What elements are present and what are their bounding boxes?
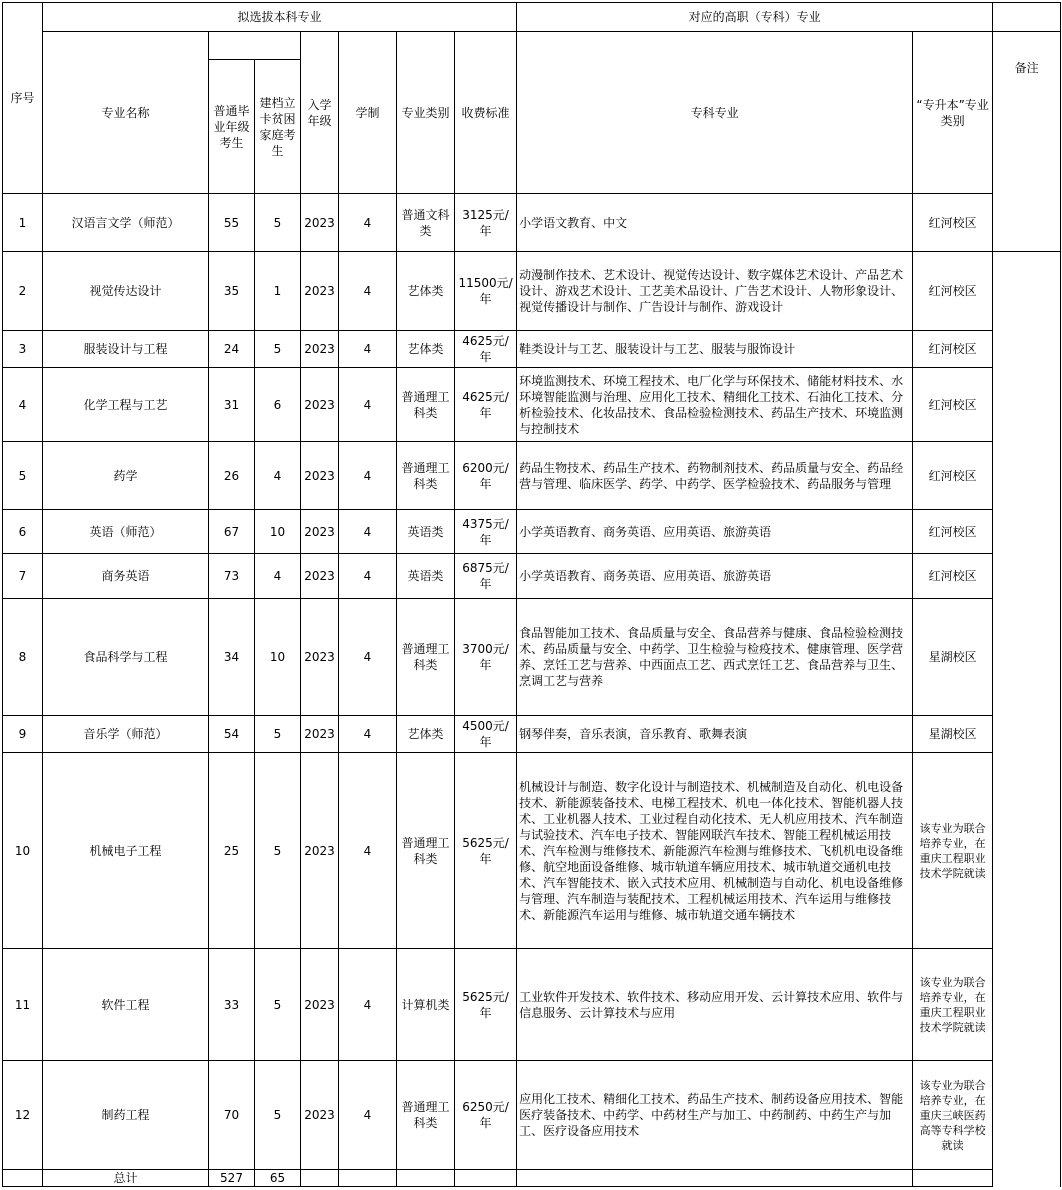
college-majors-cell: 应用化工技术、精细化工技术、药品生产技术、制药设备应用技术、智能医疗装备技术、中药学、中药材生产与加工、中药制药、中药生产与加工、医疗设备应用技术 <box>517 1061 913 1170</box>
enroll-year-cell: 2023 <box>301 599 339 716</box>
admission-table <box>2 2 1061 1187</box>
seq-cell: 2 <box>3 252 43 331</box>
major-name-cell: 食品科学与工程 <box>43 599 209 716</box>
category-cell: 艺体类 <box>397 716 455 753</box>
duration-cell: 4 <box>339 554 397 599</box>
major-name-cell: 制药工程 <box>43 1061 209 1170</box>
seq-cell: 7 <box>3 554 43 599</box>
header-fee: 收费标准 <box>455 32 517 194</box>
category-cell: 英语类 <box>397 510 455 554</box>
table-row <box>3 442 1061 510</box>
header-seq: 序号 <box>3 3 43 194</box>
poverty-count-cell: 10 <box>255 599 301 716</box>
category-cell: 艺体类 <box>397 331 455 368</box>
poverty-count-cell: 5 <box>255 716 301 753</box>
campus-cell: 星湖校区 <box>913 716 993 753</box>
fee-cell: 4500元/年 <box>455 716 517 753</box>
college-majors-cell: 鞋类设计与工艺、服装设计与工艺、服装与服饰设计 <box>517 331 913 368</box>
poverty-count-cell: 5 <box>255 331 301 368</box>
regular-count-cell: 73 <box>209 554 255 599</box>
poverty-count-cell: 5 <box>255 194 301 252</box>
campus-cell: 红河校区 <box>913 510 993 554</box>
major-name-cell: 视觉传达设计 <box>43 252 209 331</box>
table-row <box>3 554 1061 599</box>
duration-cell: 4 <box>339 599 397 716</box>
fee-cell: 6200元/年 <box>455 442 517 510</box>
major-name-cell: 服装设计与工程 <box>43 331 209 368</box>
duration-cell: 4 <box>339 331 397 368</box>
seq-cell: 1 <box>3 194 43 252</box>
major-name-cell: 机械电子工程 <box>43 753 209 949</box>
poverty-count-cell: 5 <box>255 1061 301 1170</box>
enroll-year-cell: 2023 <box>301 510 339 554</box>
college-majors-cell: 药品生物技术、药品生产技术、药物制剂技术、药品质量与安全、药品经营与管理、临床医学、药学、中药学、医学检验技术、药品服务与管理 <box>517 442 913 510</box>
campus-cell: 红河校区 <box>913 442 993 510</box>
enroll-year-cell: 2023 <box>301 331 339 368</box>
regular-count-cell: 25 <box>209 753 255 949</box>
college-majors-cell: 小学英语教育、商务英语、应用英语、旅游英语 <box>517 554 913 599</box>
fee-cell: 11500元/年 <box>455 252 517 331</box>
seq-cell: 11 <box>3 949 43 1061</box>
major-name-cell: 汉语言文学（师范） <box>43 194 209 252</box>
table-row <box>3 331 1061 368</box>
category-cell: 计算机类 <box>397 949 455 1061</box>
enroll-year-cell: 2023 <box>301 554 339 599</box>
header-group-college: 对应的高职（专科）专业 <box>517 3 993 32</box>
category-cell: 普通理工科类 <box>397 599 455 716</box>
regular-count-cell: 55 <box>209 194 255 252</box>
total-blank <box>3 1170 43 1187</box>
seq-cell: 4 <box>3 368 43 442</box>
table-row <box>3 510 1061 554</box>
major-name-cell: 英语（师范） <box>43 510 209 554</box>
header-group-bachelor: 拟选拔本科专业 <box>43 3 517 32</box>
poverty-count-cell: 10 <box>255 510 301 554</box>
campus-cell: 红河校区 <box>913 554 993 599</box>
college-majors-cell: 环境监测技术、环境工程技术、电厂化学与环保技术、储能材料技术、水环境智能监测与治理、应用化工技术、精细化工技术、石油化工技术、分析检验技术、化妆品技术、食品检验检测技术、药品生产技术、环境监测与控制技术 <box>517 368 913 442</box>
table-row <box>3 368 1061 442</box>
total-blank <box>913 1170 993 1187</box>
fee-cell: 5625元/年 <box>455 753 517 949</box>
seq-cell: 3 <box>3 331 43 368</box>
duration-cell: 4 <box>339 753 397 949</box>
header-regular-grad: 普通毕业年级考生 <box>209 60 255 194</box>
header-remark: 备注 <box>993 32 1061 252</box>
major-name-cell: 药学 <box>43 442 209 510</box>
fee-cell: 6875元/年 <box>455 554 517 599</box>
major-name-cell: 化学工程与工艺 <box>43 368 209 442</box>
college-majors-cell: 小学语文教育、中文 <box>517 194 913 252</box>
poverty-count-cell: 5 <box>255 949 301 1061</box>
header-blank <box>993 3 1061 32</box>
total-row <box>3 1170 1061 1187</box>
fee-cell: 5625元/年 <box>455 949 517 1061</box>
category-cell: 普通理工科类 <box>397 442 455 510</box>
regular-count-cell: 70 <box>209 1061 255 1170</box>
enroll-year-cell: 2023 <box>301 716 339 753</box>
total-blank <box>397 1170 455 1187</box>
enroll-year-cell: 2023 <box>301 1061 339 1170</box>
duration-cell: 4 <box>339 252 397 331</box>
enroll-year-cell: 2023 <box>301 368 339 442</box>
header-poverty: 建档立卡贫困家庭考生 <box>255 60 301 194</box>
major-name-cell: 商务英语 <box>43 554 209 599</box>
regular-count-cell: 33 <box>209 949 255 1061</box>
seq-cell: 8 <box>3 599 43 716</box>
poverty-count-cell: 4 <box>255 554 301 599</box>
category-cell: 普通文科类 <box>397 194 455 252</box>
total-poverty: 65 <box>255 1170 301 1187</box>
college-majors-cell: 食品智能加工技术、食品质量与安全、食品营养与健康、食品检验检测技术、药品质量与安全、中药学、卫生检验与检疫技术、健康管理、医学营养、烹饪工艺与营养、中西面点工艺、西式烹饪工艺、食品营养与卫生、烹调工艺与营养 <box>517 599 913 716</box>
college-majors-cell: 机械设计与制造、数字化设计与制造技术、机械制造及自动化、机电设备技术、新能源装备技术、电梯工程技术、机电一体化技术、智能机器人技术、工业机器人技术、工业过程自动化技术、无人机应用技术、汽车制造与试验技术、汽车电子技术、智能网联汽车技术、智能工程机械运用技术、汽车检测与维修技术、新能源汽车检测与维修技术、飞机机电设备维修、航空地面设备维修、城市轨道车辆应用技术、城市轨道交通机电技术、汽车智能技术、嵌入式技术应用、机械制造与自动化、机电设备维修与管理、汽车制造与装配技术、工程机械运用技术、汽车运用与维修技术、新能源汽车运用与维修、城市轨道交通车辆技术 <box>517 753 913 949</box>
duration-cell: 4 <box>339 716 397 753</box>
fee-cell: 6250元/年 <box>455 1061 517 1170</box>
total-regular: 527 <box>209 1170 255 1187</box>
college-majors-cell: 动漫制作技术、艺术设计、视觉传达设计、数字媒体艺术设计、产品艺术设计、游戏艺术设计、工艺美术品设计、广告艺术设计、人物形象设计、视觉传播设计与制作、广告设计与制作、游戏设计 <box>517 252 913 331</box>
total-blank <box>517 1170 913 1187</box>
poverty-count-cell: 6 <box>255 368 301 442</box>
table-row <box>3 1061 1061 1170</box>
enroll-year-cell: 2023 <box>301 194 339 252</box>
header-major-name: 专业名称 <box>43 32 209 194</box>
fee-cell: 4375元/年 <box>455 510 517 554</box>
regular-count-cell: 24 <box>209 331 255 368</box>
seq-cell: 6 <box>3 510 43 554</box>
major-name-cell: 音乐学（师范） <box>43 716 209 753</box>
college-majors-cell: 钢琴伴奏，音乐表演，音乐教育、歌舞表演 <box>517 716 913 753</box>
total-blank <box>339 1170 397 1187</box>
table-row <box>3 949 1061 1061</box>
poverty-count-cell: 1 <box>255 252 301 331</box>
header-blank-span <box>209 32 301 60</box>
regular-count-cell: 54 <box>209 716 255 753</box>
total-label: 总计 <box>43 1170 209 1187</box>
campus-cell: 该专业为联合培养专业，在重庆工程职业技术学院就读 <box>913 753 993 949</box>
campus-cell: 红河校区 <box>913 368 993 442</box>
regular-count-cell: 67 <box>209 510 255 554</box>
fee-cell: 3700元/年 <box>455 599 517 716</box>
fee-cell: 3125元/年 <box>455 194 517 252</box>
category-cell: 普通理工科类 <box>397 753 455 949</box>
header-enroll-year: 入学年级 <box>301 32 339 194</box>
fee-cell: 4625元/年 <box>455 368 517 442</box>
campus-cell: 该专业为联合培养专业，在重庆三峡医药高等专科学校就读 <box>913 1061 993 1170</box>
seq-cell: 10 <box>3 753 43 949</box>
header-category: 专业类别 <box>397 32 455 194</box>
fee-cell: 4625元/年 <box>455 331 517 368</box>
table-row <box>3 716 1061 753</box>
campus-cell: 红河校区 <box>913 194 993 252</box>
table-row <box>3 599 1061 716</box>
category-cell: 英语类 <box>397 554 455 599</box>
total-blank <box>455 1170 517 1187</box>
college-majors-cell: 小学英语教育、商务英语、应用英语、旅游英语 <box>517 510 913 554</box>
campus-cell: 星湖校区 <box>913 599 993 716</box>
regular-count-cell: 26 <box>209 442 255 510</box>
table-row <box>3 252 1061 331</box>
major-name-cell: 软件工程 <box>43 949 209 1061</box>
campus-cell: 红河校区 <box>913 331 993 368</box>
duration-cell: 4 <box>339 368 397 442</box>
duration-cell: 4 <box>339 1061 397 1170</box>
header-duration: 学制 <box>339 32 397 194</box>
header-row-1 <box>3 3 1061 32</box>
poverty-count-cell: 4 <box>255 442 301 510</box>
college-majors-cell: 工业软件开发技术、软件技术、移动应用开发、云计算技术应用、软件与信息服务、云计算技术与应用 <box>517 949 913 1061</box>
enroll-year-cell: 2023 <box>301 949 339 1061</box>
total-blank <box>301 1170 339 1187</box>
regular-count-cell: 31 <box>209 368 255 442</box>
header-upgrade-category: “专升本”专业类别 <box>913 32 993 194</box>
duration-cell: 4 <box>339 442 397 510</box>
category-cell: 普通理工科类 <box>397 1061 455 1170</box>
seq-cell: 9 <box>3 716 43 753</box>
enroll-year-cell: 2023 <box>301 753 339 949</box>
campus-cell: 红河校区 <box>913 252 993 331</box>
category-cell: 艺体类 <box>397 252 455 331</box>
enroll-year-cell: 2023 <box>301 442 339 510</box>
duration-cell: 4 <box>339 949 397 1061</box>
poverty-count-cell: 5 <box>255 753 301 949</box>
seq-cell: 12 <box>3 1061 43 1170</box>
regular-count-cell: 35 <box>209 252 255 331</box>
table-row <box>3 194 1061 252</box>
regular-count-cell: 34 <box>209 599 255 716</box>
category-cell: 普通理工科类 <box>397 368 455 442</box>
header-college-major: 专科专业 <box>517 32 913 194</box>
enroll-year-cell: 2023 <box>301 252 339 331</box>
table-row <box>3 753 1061 949</box>
duration-cell: 4 <box>339 510 397 554</box>
duration-cell: 4 <box>339 194 397 252</box>
header-row-2 <box>3 32 1061 60</box>
campus-cell: 该专业为联合培养专业，在重庆工程职业技术学院就读 <box>913 949 993 1061</box>
seq-cell: 5 <box>3 442 43 510</box>
